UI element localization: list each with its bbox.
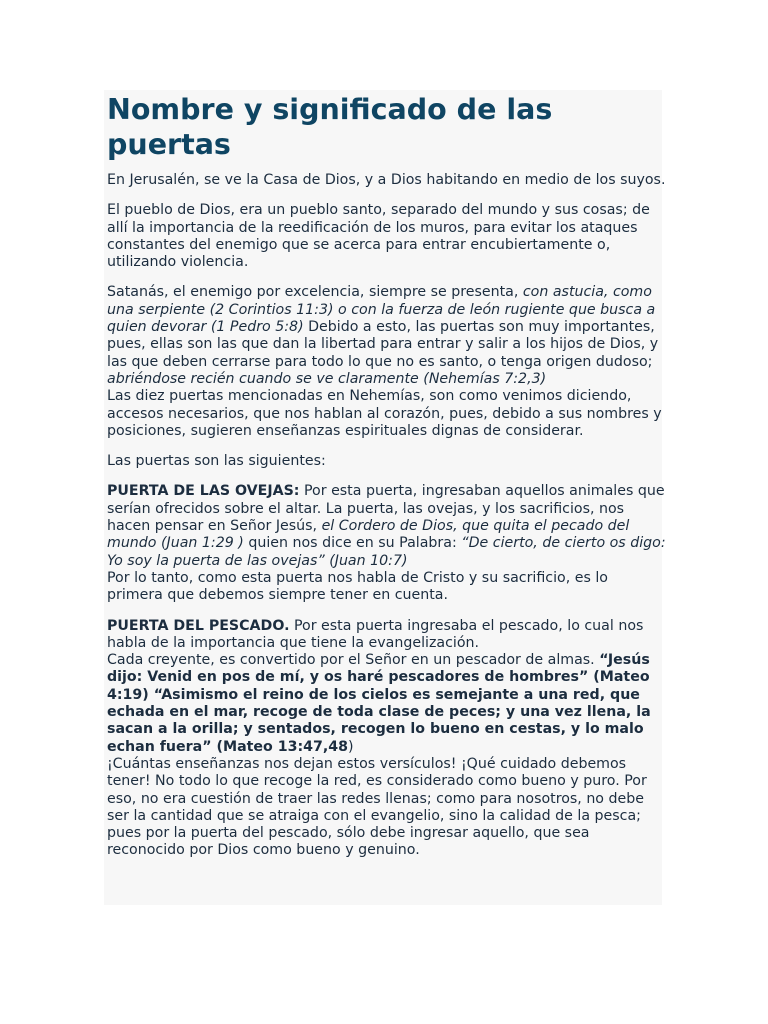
satanas-quote-2: abriéndose recién cuando se ve claramente (Nehemías 7:2,3) [107, 370, 547, 387]
satanas-quote: con astucia, como una serpiente (2 Corintios 11:3) o con la fuerza de león rugiente que busca a quien devorar (1 Pedro 5:8) [107, 284, 656, 336]
pescado-text: Por esta puerta ingresaba el pescado, lo cual nos habla de la importancia que tiene la evangelización. [107, 617, 644, 651]
pescado-verses [107, 652, 667, 756]
document-content [107, 92, 667, 860]
section-puerta-pescado [107, 618, 667, 653]
page-title: Nombre y significado de las puertas [107, 93, 553, 161]
pescado-paren: ) [348, 738, 354, 755]
satanas-text-2: Debido a esto, las puertas son muy importantes, pues, ellas son las que dan la libertad para entrar y salir a los hijos de Dios, y las que deben cerrarse para todo lo que no es santo, o tenga origen dudoso; [107, 319, 659, 370]
paragraph-satanas [107, 284, 667, 388]
paragraph-lista-intro: Las puertas son las siguientes: [107, 453, 326, 470]
ovejas-text-2: quien nos dice en su Palabra: [243, 535, 462, 552]
heading-puerta-pescado: PUERTA DEL PESCADO. [107, 617, 290, 634]
pescado-quote: “Jesús dijo: Venid en pos de mí, y os haré pescadores de hombres” (Mateo 4:19) “Asimismo el reino de los cielos es semejante a una red, que echada en el mar, recoge de toda clase de peces; y una vez llena, la sacan a la orilla; y sentados, recogen lo bueno en cestas, y lo malo echan fuera” (Mateo 13:47,48 [107, 652, 651, 755]
satanas-text: Satanás, el enemigo por excelencia, siempre se presenta, [107, 284, 523, 301]
section-puerta-ovejas [107, 483, 667, 569]
heading-puerta-ovejas: PUERTA DE LAS OVEJAS: [107, 483, 300, 500]
pescado-text-2: Cada creyente, es convertido por el Señor en un pescador de almas. [107, 652, 600, 669]
ovejas-quote: el Cordero de Dios, que quita el pecado del mundo (Juan 1:29 ) [107, 518, 630, 552]
ovejas-quote-2: “De cierto, de cierto os digo: Yo soy la puerta de las ovejas” (Juan 10:7) [107, 535, 666, 569]
paragraph-pueblo: El pueblo de Dios, era un pueblo santo, separado del mundo y sus cosas; de allí la importancia de la reedificación de los muros, para evitar los ataques constantes del enemigo que se acerca para entrar encubiertamente o, utilizando violencia. [107, 202, 650, 271]
paragraph-intro: En Jerusalén, se ve la Casa de Dios, y a Dios habitando en medio de los suyos. [107, 172, 666, 188]
paragraph-diez-puertas: Las diez puertas mencionadas en Nehemías, son como venimos diciendo, accesos necesarios, que nos hablan al corazón, pues, debido a sus nombres y posiciones, sugieren enseñanzas espirituales dignas de considerar. [107, 388, 662, 439]
ovejas-text: Por esta puerta, ingresaban aquellos animales que serían ofrecidos sobre el altar. La puerta, las ovejas, y los sacrificios, nos hacen pensar en Señor Jesús, [107, 483, 665, 535]
ovejas-conclusion: Por lo tanto, como esta puerta nos habla de Cristo y su sacrificio, es lo primera que debemos siempre tener en cuenta. [107, 569, 608, 604]
pescado-conclusion: ¡Cuántas enseñanzas nos dejan estos versículos! ¡Qué cuidado debemos tener! No todo lo que recoge la red, es considerado como bueno y puro. Por eso, no era cuestión de traer las redes llenas; como para nosotros, no debe ser la cantidad que se atraiga con el evangelio, sino la calidad de la pesca; pues por la puerta del pescado, sólo debe ingresar aquello, que sea reconocido por Dios como bueno y genuino. [107, 755, 647, 859]
